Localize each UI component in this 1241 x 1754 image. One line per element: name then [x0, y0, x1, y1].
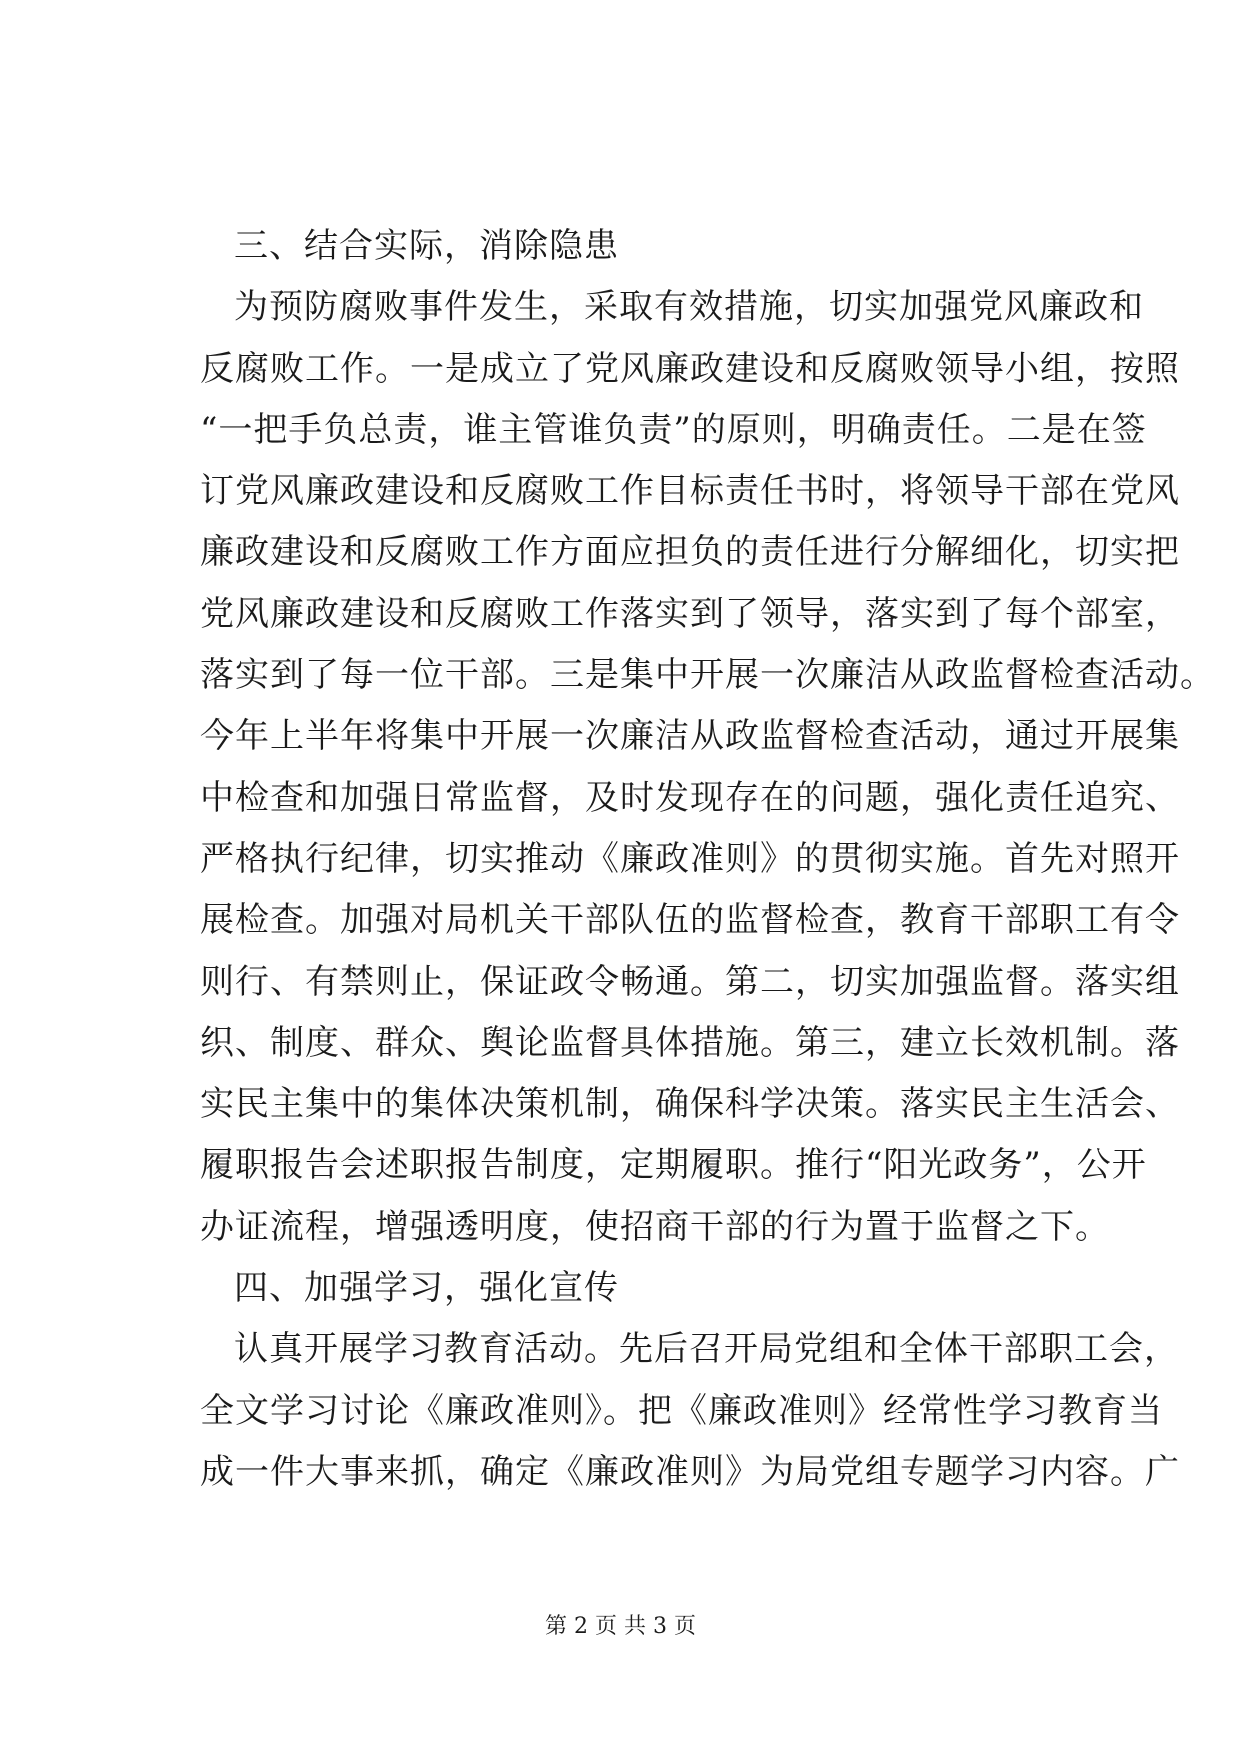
text-line: 严格执行纪律，切实推动《廉政准则》的贯彻实施。首先对照开 — [200, 838, 1180, 879]
text-line: 则行、有禁则止，保证政令畅通。第二，切实加强监督。落实组 — [200, 961, 1180, 1002]
text-line: 展检查。加强对局机关干部队伍的监督检查，教育干部职工有令 — [200, 900, 1180, 941]
text-line: 实民主集中的集体决策机制，确保科学决策。落实民主生活会、 — [200, 1084, 1180, 1125]
text-line: 订党风廉政建设和反腐败工作目标责任书时，将领导干部在党风 — [200, 471, 1180, 512]
text-line: 党风廉政建设和反腐败工作落实到了领导，落实到了每个部室， — [200, 593, 1180, 634]
text-line: 办证流程，增强透明度，使招商干部的行为置于监督之下。 — [200, 1206, 1110, 1247]
text-line: 今年上半年将集中开展一次廉洁从政监督检查活动，通过开展集 — [200, 716, 1180, 757]
text-line: 认真开展学习教育活动。先后召开局党组和全体干部职工会， — [234, 1329, 1179, 1370]
text-line: 成一件大事来抓，确定《廉政准则》为局党组专题学习内容。广 — [200, 1451, 1180, 1492]
text-line: 中检查和加强日常监督，及时发现存在的问题，强化责任追究、 — [200, 777, 1180, 818]
text-line: 织、制度、群众、舆论监督具体措施。第三，建立长效机制。落 — [200, 1022, 1180, 1063]
text-line: 履职报告会述职报告制度，定期履职。推行“阳光政务”，公开 — [200, 1145, 1147, 1186]
text-line: 为预防腐败事件发生，采取有效措施，切实加强党风廉政和 — [234, 287, 1144, 328]
text-line: 反腐败工作。一是成立了党风廉政建设和反腐败领导小组，按照 — [200, 348, 1180, 389]
text-line: 全文学习讨论《廉政准则》。把《廉政准则》经常性学习教育当 — [200, 1390, 1163, 1431]
text-line: 落实到了每一位干部。三是集中开展一次廉洁从政监督检查活动。 — [200, 655, 1215, 696]
section-heading-3: 三、结合实际，消除隐患 — [234, 226, 619, 266]
text-line: 廉政建设和反腐败工作方面应担负的责任进行分解细化，切实把 — [200, 532, 1180, 573]
section-heading-4: 四、加强学习，强化宣传 — [234, 1268, 619, 1309]
document-body — [200, 226, 1215, 1513]
page-footer — [0, 1612, 1241, 1642]
page-number-label: 第 2 页 共 3 页 — [545, 1614, 696, 1639]
text-line: “一把手负总责，谁主管谁负责”的原则，明确责任。二是在签 — [200, 409, 1147, 450]
